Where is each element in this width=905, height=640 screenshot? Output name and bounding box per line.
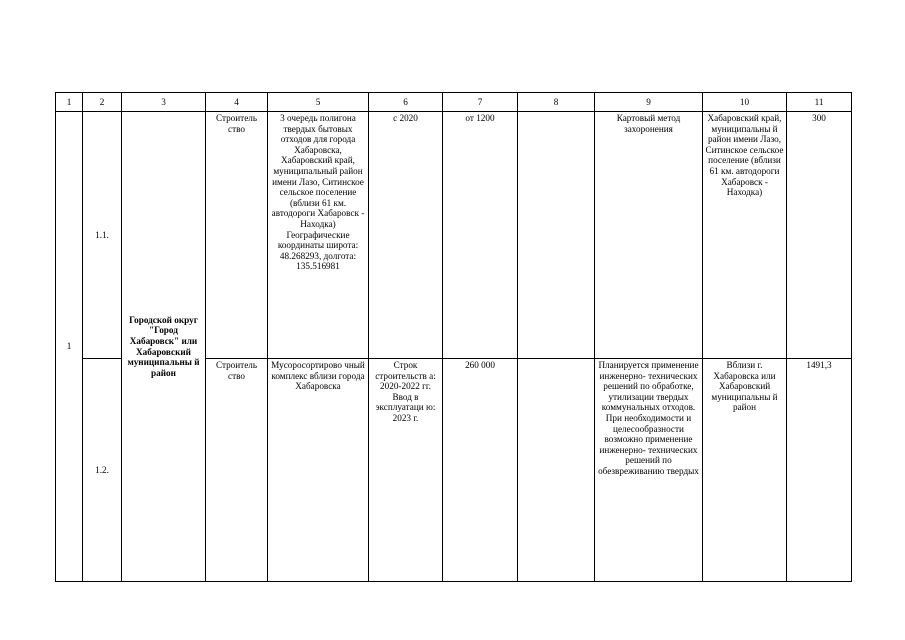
header-cell-1: 1 [56,93,83,112]
location-cell: Вблизи г. Хабаровска или Хабаровский муниципальны й район [703,359,787,582]
header-cell-2: 2 [83,93,122,112]
header-cell-6: 6 [369,93,443,112]
value-cell: 1491,3 [787,359,852,582]
header-cell-7: 7 [443,93,518,112]
method-cell: Планируется применение инженерно- технических решений по обработке, утилизации твердых коммунальных отходов. При необходимости и целесообразности возможно применение инженерно- технических решений по обезвреживанию твердых [595,359,703,582]
header-cell-8: 8 [518,93,595,112]
value-cell: 300 [787,112,852,359]
capacity-cell: от 1200 [443,112,518,359]
municipality-cell: Городской округ "Город Хабаровск" или Хабаровский муниципальны й район [122,112,206,582]
capacity-cell: 260 000 [443,359,518,582]
header-cell-4: 4 [206,93,268,112]
facilities-table [55,92,852,582]
header-cell-3: 3 [122,93,206,112]
method-cell: Картовый метод захоронения [595,112,703,359]
location-cell: Хабаровский край, муниципальны й район имени Лазо, Ситинское сельское поселение (вблизи 61 км. автодороги Хабаровск - Находка) [703,112,787,359]
object-description-cell: 3 очередь полигона твердых бытовых отходов для города Хабаровска, Хабаровский край, муниципальный район имени Лазо, Ситинское сельское поселение (вблизи 61 км. автодороги Хабаровск - Находка) Географические координаты широта: 48.268293, долгота: 135.516981 [268,112,369,359]
period-cell: с 2020 [369,112,443,359]
object-description-cell: Мусоросортирово чный комплекс вблизи города Хабаровска [268,359,369,582]
empty-cell [518,112,595,359]
header-cell-9: 9 [595,93,703,112]
header-cell-11: 11 [787,93,852,112]
header-cell-10: 10 [703,93,787,112]
header-cell-5: 5 [268,93,369,112]
table-row [56,112,852,359]
row-number-cell: 1.1. [83,112,122,359]
header-row [56,93,852,112]
row-number-cell: 1.2. [83,359,122,582]
activity-type-cell: Строитель ство [206,112,268,359]
activity-type-cell: Строитель ство [206,359,268,582]
empty-cell [518,359,595,582]
period-cell: Строк строительств а: 2020-2022 гг. Ввод в эксплуатаци ю: 2023 г. [369,359,443,582]
group-number-cell: 1 [56,112,83,582]
